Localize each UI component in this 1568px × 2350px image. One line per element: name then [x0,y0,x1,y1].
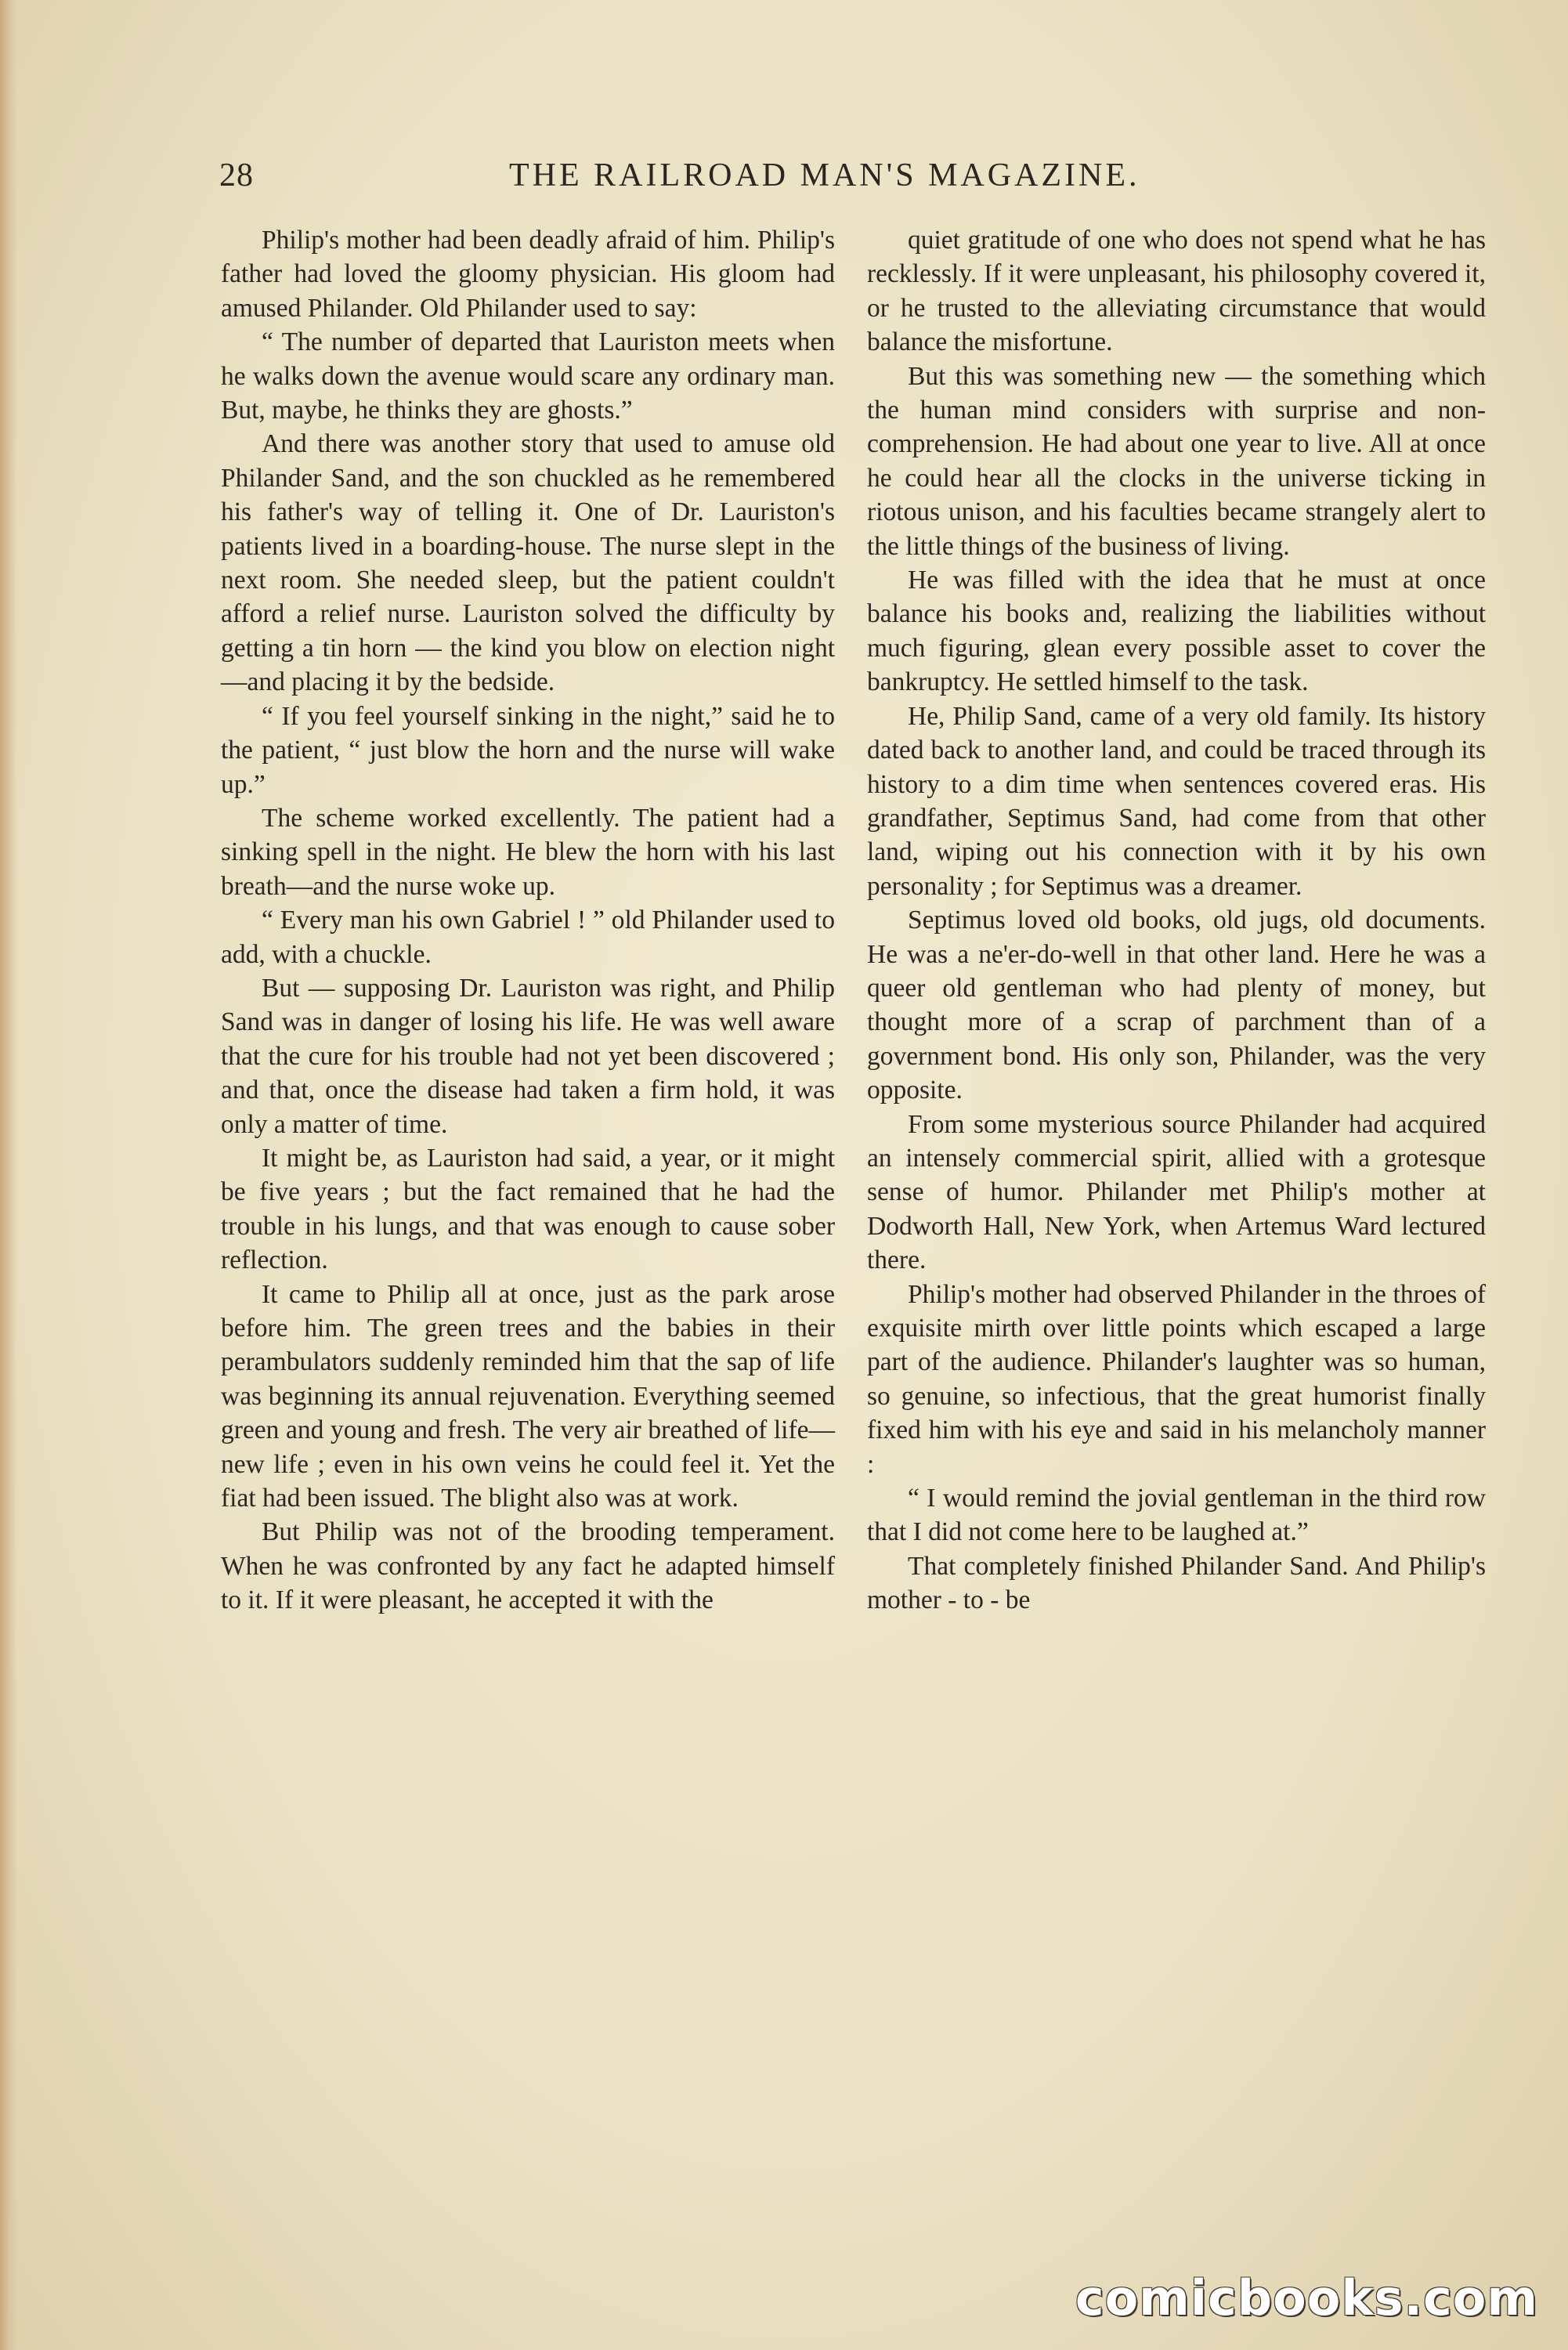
paragraph: “ The number of departed that Lauriston meets when he walks down the avenue would scare any ordinary man. But, maybe, he thinks they are ghosts.” [221,327,835,425]
right-column [867,223,1486,1618]
paragraph: quiet gratitude of one who does not spend what he has recklessly. If it were unpleasant, his philosophy covered it, or he trusted to the alleviating circumstance that would balance the misfortune. [867,226,1486,357]
paragraph: Septimus loved old books, old jugs, old documents. He was a ne'er-do-well in that other land. Here he was a queer old gentleman who had plenty of money, but thought more of a scrap of parchment than of a government bond. His only son, Philander, was the very opposite. [867,906,1486,1105]
watermark: comicbooks.com [1075,2269,1538,2326]
paragraph: It might be, as Lauriston had said, a year, or it might be five years ; but the fact remained that he had the trouble in his lungs, and that was enough to cause sober reflection. [221,1143,835,1275]
paragraph: And there was another story that used to amuse old Philander Sand, and the son chuckled as he remembered his father's way of telling it. One of Dr. Lauriston's patients lived in a boarding-house. The nurse slept in the next room. She needed sleep, but the patient couldn't afford a relief nurse. Lauriston solved the difficulty by getting a tin horn — the kind you blow on election night—and placing it by the bedside. [221,429,835,697]
paragraph: It came to Philip all at once, just as the park arose before him. The green trees and the babies in their perambulators suddenly reminded him that the sap of life was beginning its annual rejuvenation. Everything seemed green and young and fresh. The very air breathed of life—new life ; even in his own veins he could feel it. Yet the fiat had been issued. The blight also was at work. [221,1279,835,1513]
paragraph: The scheme worked excellently. The patient had a sinking spell in the night. He blew the horn with his last breath—and the nurse woke up. [221,803,835,901]
paragraph: That completely finished Philander Sand. And Philip's mother - to - be [867,1551,1486,1615]
paragraph: He was filled with the idea that he must at once balance his books and, realizing the liabilities without much figuring, glean every possible asset to cover the bankruptcy. He settled himself to the task. [867,566,1486,697]
paragraph: He, Philip Sand, came of a very old family. Its history dated back to another land, and could be traced through its history to a dim time when sentences covered eras. His grandfather, Septimus Sand, had come from that other land, wiping out his connection with it by his own personality ; for Septimus was a dreamer. [867,701,1486,901]
paragraph: Philip's mother had been deadly afraid of him. Philip's father had loved the gloomy physician. His gloom had amused Philander. Old Philander used to say: [221,226,835,323]
paragraph: But — supposing Dr. Lauriston was right, and Philip Sand was in danger of losing his life. He was well aware that the cure for his trouble had not yet been discovered ; and that, once the disease had taken a firm hold, it was only a matter of time. [221,973,835,1139]
left-column [221,223,835,1618]
paragraph: “ I would remind the jovial gentleman in the third row that I did not come here to be laughed at.” [867,1484,1486,1547]
running-head: THE RAILROAD MAN'S MAGAZINE. [509,157,1140,193]
paragraph: From some mysterious source Philander had acquired an intensely commercial spirit, allied with a grotesque sense of humor. Philander met Philip's mother at Dodworth Hall, New York, when Artemus Ward lectured there. [867,1109,1486,1275]
paragraph: “ If you feel yourself sinking in the night,” said he to the patient, “ just blow the horn and the nurse will wake up.” [221,701,835,799]
page-header [219,157,1482,204]
page-edge-shadow [0,0,17,2350]
page-number: 28 [219,157,254,193]
paragraph: Philip's mother had observed Philander in the throes of exquisite mirth over little points which escaped a large part of the audience. Philander's laughter was so human, so genuine, so infectious, that the great humorist finally fixed him with his eye and said in his melancholy manner : [867,1279,1486,1479]
paragraph: “ Every man his own Gabriel ! ” old Philander used to add, with a chuckle. [221,906,835,969]
paragraph: But Philip was not of the brooding temperament. When he was confronted by any fact he adapted himself to it. If it were pleasant, he accepted it with the [221,1517,835,1615]
paragraph: But this was something new — the something which the human mind considers with surprise and non-comprehension. He had about one year to live. All at once he could hear all the clocks in the universe ticking in riotous unison, and his faculties became strangely alert to the little things of the business of living. [867,361,1486,561]
